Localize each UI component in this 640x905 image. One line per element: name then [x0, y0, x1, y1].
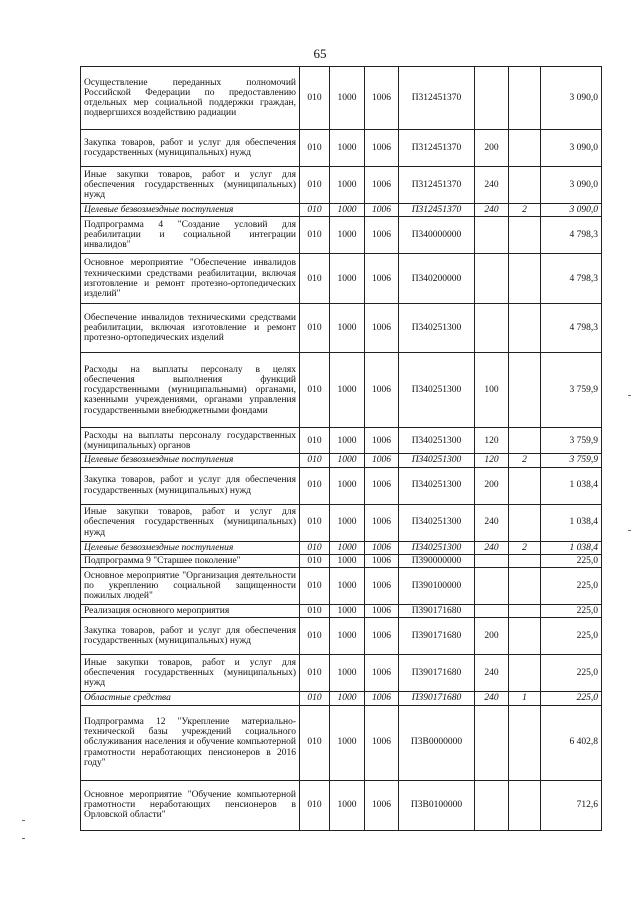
- cell-sum: 3 090,0: [541, 130, 602, 167]
- row-name: Расходы на выплаты персоналу государственных (муниципальных) органов: [81, 428, 300, 454]
- cell-pr: 1006: [365, 204, 399, 217]
- cell-sum: 712,6: [541, 780, 602, 830]
- cell-rz: 1000: [330, 541, 365, 554]
- row-name: Закупка товаров, работ и услуг для обеспечения государственных (муниципальных) нужд: [81, 467, 300, 504]
- cell-vr: 240: [475, 541, 509, 554]
- table-row: [81, 254, 602, 304]
- table-row: [81, 167, 602, 204]
- cell-gr: 010: [300, 504, 330, 541]
- cell-pr: 1006: [365, 692, 399, 705]
- row-name: Основное мероприятие "Обучение компьютерной грамотности неработающих пенсионеров в Орловской области": [81, 780, 300, 830]
- cell-vr: 240: [475, 655, 509, 692]
- cell-rz: 1000: [330, 217, 365, 254]
- cell-sum: 1 038,4: [541, 467, 602, 504]
- cell-rz: 1000: [330, 692, 365, 705]
- row-name: Закупка товаров, работ и услуг для обеспечения государственных (муниципальных) нужд: [81, 130, 300, 167]
- cell-src: [509, 780, 541, 830]
- cell-rz: 1000: [330, 504, 365, 541]
- cell-gr: 010: [300, 204, 330, 217]
- cell-sum: 3 759,9: [541, 353, 602, 428]
- cell-vr: 240: [475, 504, 509, 541]
- cell-gr: 010: [300, 304, 330, 353]
- cell-vr: [475, 254, 509, 304]
- cell-csr: П390171680: [399, 618, 475, 655]
- cell-csr: П3В0000000: [399, 705, 475, 780]
- cell-rz: 1000: [330, 554, 365, 567]
- cell-vr: 100: [475, 353, 509, 428]
- cell-src: 2: [509, 541, 541, 554]
- cell-csr: П340000000: [399, 217, 475, 254]
- table-row: [81, 304, 602, 353]
- cell-rz: 1000: [330, 618, 365, 655]
- row-name: Областные средства: [81, 692, 300, 705]
- cell-csr: П340251300: [399, 353, 475, 428]
- cell-pr: 1006: [365, 353, 399, 428]
- cell-gr: 010: [300, 428, 330, 454]
- cell-pr: 1006: [365, 605, 399, 618]
- cell-gr: 010: [300, 467, 330, 504]
- cell-rz: 1000: [330, 130, 365, 167]
- cell-pr: 1006: [365, 780, 399, 830]
- cell-src: [509, 655, 541, 692]
- cell-pr: 1006: [365, 454, 399, 467]
- table-row: [81, 705, 602, 780]
- cell-src: [509, 554, 541, 567]
- cell-src: [509, 167, 541, 204]
- cell-gr: 010: [300, 605, 330, 618]
- cell-rz: 1000: [330, 167, 365, 204]
- cell-pr: 1006: [365, 130, 399, 167]
- table-row: [81, 454, 602, 467]
- cell-vr: 240: [475, 204, 509, 217]
- cell-src: [509, 254, 541, 304]
- cell-vr: [475, 217, 509, 254]
- cell-rz: 1000: [330, 304, 365, 353]
- cell-src: 1: [509, 692, 541, 705]
- cell-csr: П312451370: [399, 130, 475, 167]
- cell-gr: 010: [300, 167, 330, 204]
- cell-sum: 6 402,8: [541, 705, 602, 780]
- cell-src: [509, 217, 541, 254]
- cell-rz: 1000: [330, 254, 365, 304]
- cell-vr: 240: [475, 167, 509, 204]
- cell-pr: 1006: [365, 167, 399, 204]
- cell-sum: 225,0: [541, 554, 602, 567]
- row-name: Иные закупки товаров, работ и услуг для обеспечения государственных (муниципальных) нужд: [81, 504, 300, 541]
- cell-src: [509, 428, 541, 454]
- table-row: [81, 467, 602, 504]
- cell-src: [509, 67, 541, 130]
- cell-csr: П312451370: [399, 204, 475, 217]
- row-name: Закупка товаров, работ и услуг для обеспечения государственных (муниципальных) нужд: [81, 618, 300, 655]
- cell-csr: П3В0100000: [399, 780, 475, 830]
- row-name: Целевые безвозмездные поступления: [81, 204, 300, 217]
- cell-pr: 1006: [365, 568, 399, 605]
- cell-vr: 120: [475, 454, 509, 467]
- cell-csr: П312451370: [399, 67, 475, 130]
- cell-sum: 3 759,9: [541, 454, 602, 467]
- cell-pr: 1006: [365, 554, 399, 567]
- cell-pr: 1006: [365, 618, 399, 655]
- cell-sum: 1 038,4: [541, 541, 602, 554]
- cell-rz: 1000: [330, 568, 365, 605]
- cell-pr: 1006: [365, 541, 399, 554]
- cell-sum: 3 090,0: [541, 167, 602, 204]
- cell-sum: 225,0: [541, 618, 602, 655]
- cell-pr: 1006: [365, 705, 399, 780]
- cell-gr: 010: [300, 554, 330, 567]
- cell-rz: 1000: [330, 353, 365, 428]
- cell-src: [509, 467, 541, 504]
- table-row: [81, 554, 602, 567]
- cell-src: [509, 705, 541, 780]
- table-row: [81, 605, 602, 618]
- budget-table: [80, 66, 602, 831]
- cell-csr: П340251300: [399, 541, 475, 554]
- cell-src: [509, 568, 541, 605]
- cell-gr: 010: [300, 217, 330, 254]
- cell-gr: 010: [300, 130, 330, 167]
- cell-csr: П312451370: [399, 167, 475, 204]
- table-row: [81, 204, 602, 217]
- cell-src: [509, 605, 541, 618]
- cell-sum: 225,0: [541, 692, 602, 705]
- cell-gr: 010: [300, 780, 330, 830]
- cell-gr: 010: [300, 655, 330, 692]
- cell-gr: 010: [300, 353, 330, 428]
- cell-pr: 1006: [365, 467, 399, 504]
- cell-sum: 4 798,3: [541, 217, 602, 254]
- cell-vr: 200: [475, 130, 509, 167]
- cell-gr: 010: [300, 692, 330, 705]
- cell-csr: П340251300: [399, 428, 475, 454]
- cell-sum: 3 090,0: [541, 204, 602, 217]
- cell-csr: П340251300: [399, 454, 475, 467]
- cell-pr: 1006: [365, 67, 399, 130]
- table-row: [81, 541, 602, 554]
- cell-csr: П390171680: [399, 692, 475, 705]
- cell-src: 2: [509, 204, 541, 217]
- cell-vr: [475, 705, 509, 780]
- cell-csr: П340251300: [399, 304, 475, 353]
- cell-csr: П390100000: [399, 568, 475, 605]
- table-row: [81, 353, 602, 428]
- margin-mark: [628, 530, 631, 531]
- cell-gr: 010: [300, 568, 330, 605]
- cell-gr: 010: [300, 254, 330, 304]
- row-name: Подпрограмма 9 "Старшее поколение": [81, 554, 300, 567]
- cell-rz: 1000: [330, 204, 365, 217]
- cell-rz: 1000: [330, 428, 365, 454]
- cell-pr: 1006: [365, 304, 399, 353]
- cell-vr: [475, 554, 509, 567]
- cell-sum: 225,0: [541, 605, 602, 618]
- row-name: Обеспечение инвалидов техническими средствами реабилитации, включая изготовление и ремонт протезно-ортопедических изделий: [81, 304, 300, 353]
- cell-sum: 3 090,0: [541, 67, 602, 130]
- cell-vr: [475, 605, 509, 618]
- cell-rz: 1000: [330, 605, 365, 618]
- row-name: Целевые безвозмездные поступления: [81, 541, 300, 554]
- cell-vr: [475, 304, 509, 353]
- table-row: [81, 780, 602, 830]
- cell-src: [509, 504, 541, 541]
- cell-vr: 200: [475, 467, 509, 504]
- table-row: [81, 67, 602, 130]
- cell-pr: 1006: [365, 428, 399, 454]
- margin-mark: [22, 838, 25, 839]
- cell-csr: П340251300: [399, 467, 475, 504]
- cell-csr: П390171680: [399, 605, 475, 618]
- row-name: Реализация основного мероприятия: [81, 605, 300, 618]
- cell-pr: 1006: [365, 655, 399, 692]
- cell-csr: П390000000: [399, 554, 475, 567]
- cell-vr: [475, 67, 509, 130]
- row-name: Иные закупки товаров, работ и услуг для обеспечения государственных (муниципальных) нужд: [81, 167, 300, 204]
- cell-src: [509, 353, 541, 428]
- table-row: [81, 618, 602, 655]
- page-number: 65: [313, 46, 327, 61]
- budget-table-body: [81, 67, 602, 831]
- row-name: Подпрограмма 12 "Укрепление материально-технической базы учреждений социального обслуживания населения и обучение компьютерной грамотности неработающих пенсионеров в 2016 году": [81, 705, 300, 780]
- cell-sum: 225,0: [541, 655, 602, 692]
- row-name: Основное мероприятие "Обеспечение инвалидов техническими средствами реабилитации, включая изготовление и ремонт протезно-ортопедических изделий": [81, 254, 300, 304]
- cell-gr: 010: [300, 541, 330, 554]
- margin-mark: [628, 395, 631, 396]
- cell-rz: 1000: [330, 655, 365, 692]
- table-row: [81, 217, 602, 254]
- table-row: [81, 428, 602, 454]
- row-name: Подпрограмма 4 "Создание условий для реабилитации и социальной интеграции инвалидов": [81, 217, 300, 254]
- cell-rz: 1000: [330, 454, 365, 467]
- cell-vr: [475, 568, 509, 605]
- cell-csr: П340251300: [399, 504, 475, 541]
- row-name: Целевые безвозмездные поступления: [81, 454, 300, 467]
- cell-vr: 120: [475, 428, 509, 454]
- cell-src: [509, 304, 541, 353]
- table-row: [81, 130, 602, 167]
- table-row: [81, 568, 602, 605]
- table-row: [81, 504, 602, 541]
- cell-rz: 1000: [330, 705, 365, 780]
- cell-gr: 010: [300, 67, 330, 130]
- cell-gr: 010: [300, 705, 330, 780]
- row-name: Осуществление переданных полномочий Российской Федерации по предоставлению отдельных мер социальной поддержки граждан, подвергшихся воздействию радиации: [81, 67, 300, 130]
- cell-src: [509, 130, 541, 167]
- row-name: Основное мероприятие "Организация деятельности по укреплению социальной защищенности пожилых людей": [81, 568, 300, 605]
- cell-vr: [475, 780, 509, 830]
- cell-rz: 1000: [330, 67, 365, 130]
- cell-pr: 1006: [365, 217, 399, 254]
- cell-vr: 200: [475, 618, 509, 655]
- margin-mark: [22, 820, 25, 821]
- cell-gr: 010: [300, 454, 330, 467]
- cell-pr: 1006: [365, 504, 399, 541]
- cell-src: 2: [509, 454, 541, 467]
- row-name: Расходы на выплаты персоналу в целях обеспечения выполнения функций государственными (муниципальными) органами, казенными учреждениями, органами управления государственными внебюджетными фондами: [81, 353, 300, 428]
- cell-sum: 4 798,3: [541, 254, 602, 304]
- cell-rz: 1000: [330, 780, 365, 830]
- cell-pr: 1006: [365, 254, 399, 304]
- cell-gr: 010: [300, 618, 330, 655]
- cell-rz: 1000: [330, 467, 365, 504]
- row-name: Иные закупки товаров, работ и услуг для обеспечения государственных (муниципальных) нужд: [81, 655, 300, 692]
- cell-src: [509, 618, 541, 655]
- cell-vr: 240: [475, 692, 509, 705]
- cell-sum: 225,0: [541, 568, 602, 605]
- cell-sum: 3 759,9: [541, 428, 602, 454]
- table-row: [81, 655, 602, 692]
- cell-csr: П390171680: [399, 655, 475, 692]
- cell-sum: 4 798,3: [541, 304, 602, 353]
- cell-csr: П340200000: [399, 254, 475, 304]
- cell-sum: 1 038,4: [541, 504, 602, 541]
- table-row: [81, 692, 602, 705]
